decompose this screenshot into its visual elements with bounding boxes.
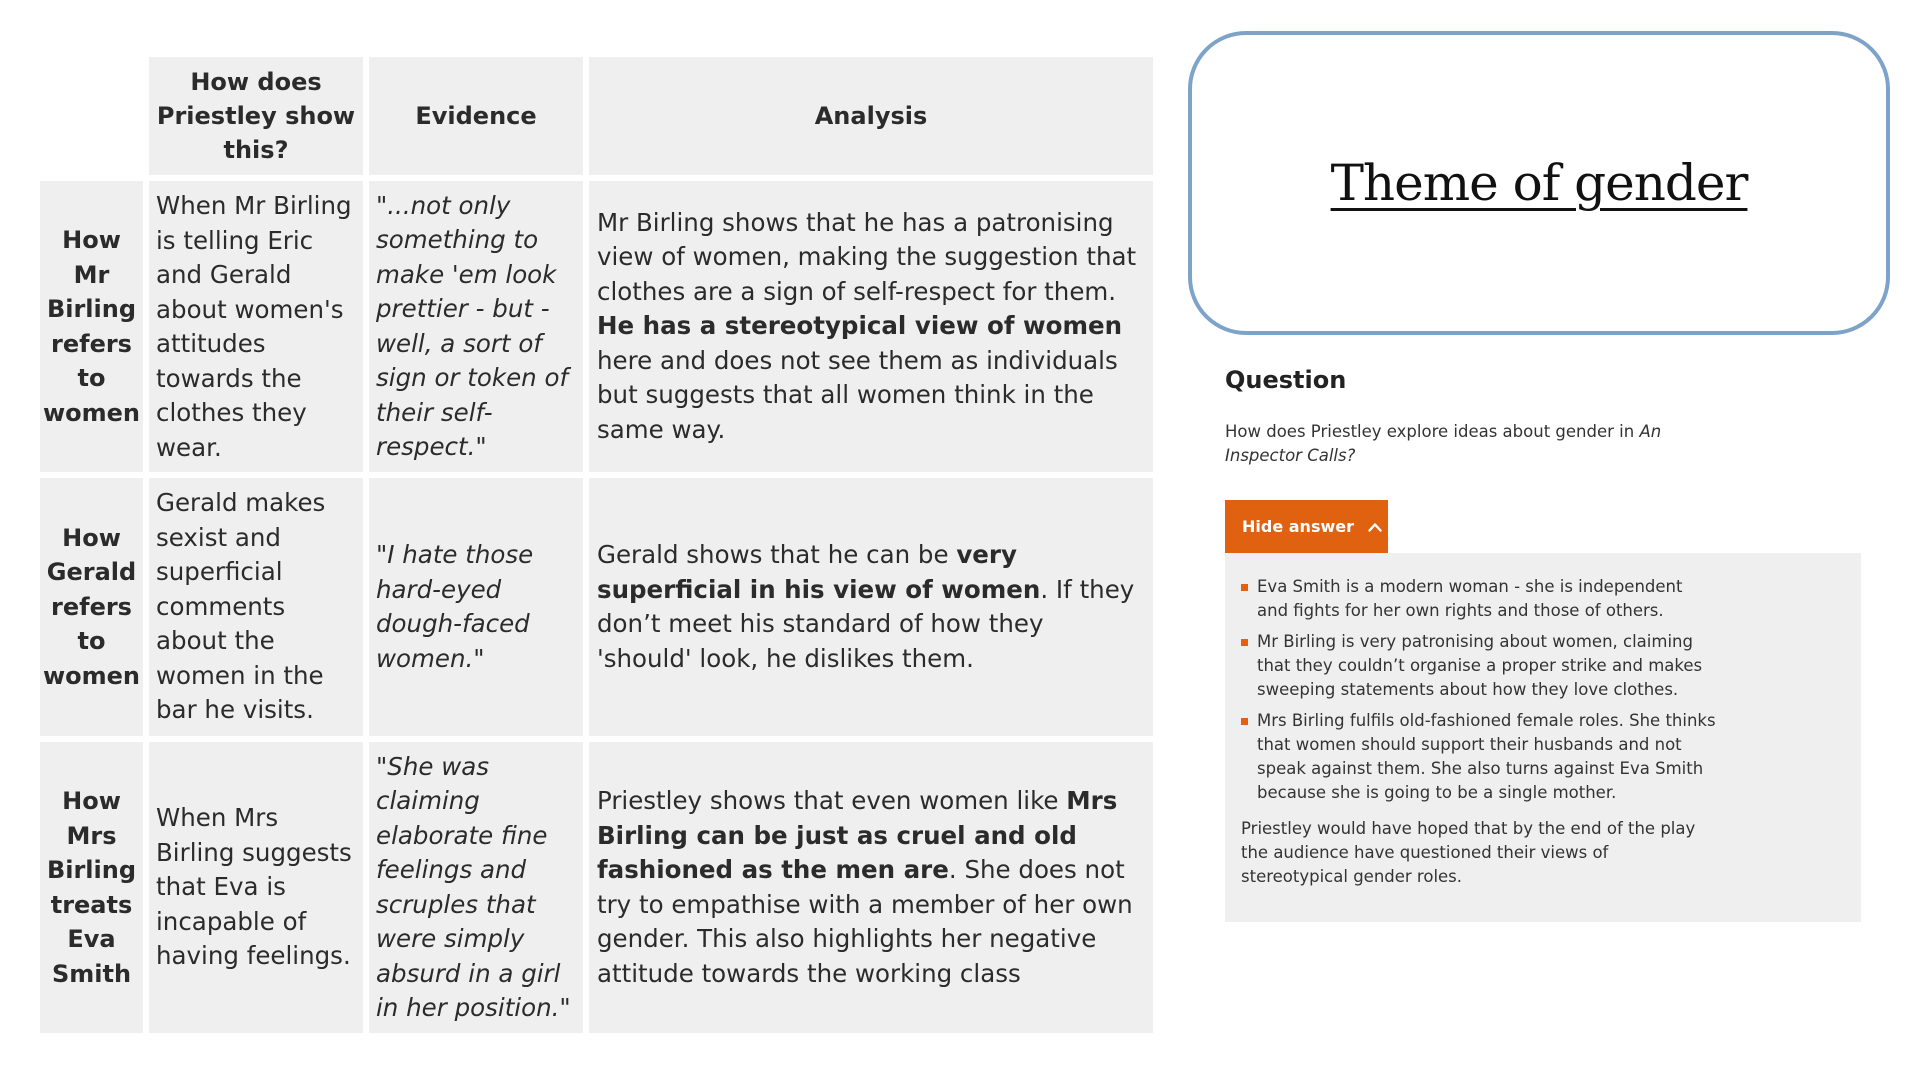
how-cell-mrs-birling: When Mrs Birling suggests that Eva is incapable of having feelings. (149, 742, 363, 1033)
question-text (1225, 420, 1695, 468)
answer-text: Eva Smith is a modern woman - she is independent and fights for her own rights and those of others. (1257, 577, 1683, 620)
play-title: An Inspector Calls? (1225, 422, 1662, 465)
header-analysis: Analysis (589, 57, 1153, 175)
analysis-cell-gerald (589, 478, 1153, 736)
analysis-emphasis: He has a stereotypical view of women (597, 311, 1123, 341)
table-corner (40, 57, 143, 175)
bullet-icon (1241, 639, 1248, 646)
analysis-cell-mr-birling (589, 181, 1153, 472)
answer-panel (1225, 553, 1861, 922)
evidence-cell-gerald: "I hate those hard-eyed dough-faced women." (369, 478, 583, 736)
header-evidence: Evidence (369, 57, 583, 175)
slide-title: Theme of gender (1330, 154, 1748, 212)
how-cell-gerald: Gerald makes sexist and superficial comments about the women in the bar he visits. (149, 478, 363, 736)
answer-item (1241, 709, 1717, 805)
hide-answer-label: Hide answer (1242, 517, 1354, 536)
row-label-gerald: How Gerald refers to women (40, 478, 143, 736)
answer-item (1241, 630, 1717, 702)
evidence-cell-mr-birling: "...not only something to make 'em look prettier - but - well, a sort of sign or token of their self-respect." (369, 181, 583, 472)
how-cell-mr-birling: When Mr Birling is telling Eric and Gerald about women's attitudes towards the clothes they wear. (149, 181, 363, 472)
hide-answer-button[interactable] (1225, 500, 1388, 553)
analysis-emphasis: Mrs Birling can be just as cruel and old fashioned as the men are (597, 786, 1118, 884)
analysis-text: Gerald shows that he can be (597, 540, 957, 569)
question-text-prefix: How does Priestley explore ideas about gender in (1225, 422, 1640, 441)
analysis-text: . If they don’t meet his standard of how they 'should' look, he dislikes them. (597, 574, 1135, 673)
answer-list (1241, 575, 1845, 805)
bullet-icon (1241, 584, 1248, 591)
answer-item (1241, 575, 1717, 623)
row-label-mrs-birling: How Mrs Birling treats Eva Smith (40, 742, 143, 1033)
answer-text: Mr Birling is very patronising about women, claiming that they couldn’t organise a proper strike and makes sweeping statements about how they love clothes. (1257, 632, 1703, 699)
analysis-text: here and does not see them as individuals but suggests that all women think in the same way. (597, 345, 1118, 444)
analysis-text: . She does not try to empathise with a member of her own gender. This also highlights her negative attitude towards the working class (597, 855, 1133, 988)
header-how: How does Priestley show this? (149, 57, 363, 175)
chevron-up-icon (1368, 517, 1382, 536)
analysis-text: Mr Birling shows that he has a patronising view of women, making the suggestion that clothes are a sign of self-respect for them. (597, 207, 1137, 306)
analysis-table (40, 57, 1153, 1033)
analysis-emphasis: very superficial in his view of women (597, 540, 1041, 604)
answer-conclusion: Priestley would have hoped that by the end of the play the audience have questioned their views of stereotypical gender roles. (1241, 819, 1696, 886)
bullet-icon (1241, 718, 1248, 725)
question-heading: Question (1225, 366, 1347, 394)
analysis-text: Priestley shows that even women like (597, 786, 1067, 815)
analysis-cell-mrs-birling (589, 742, 1153, 1033)
row-label-mr-birling: How Mr Birling refers to women (40, 181, 143, 472)
title-card (1188, 31, 1890, 335)
answer-text: Mrs Birling fulfils old-fashioned female roles. She thinks that women should support their husbands and not speak against them. She also turns against Eva Smith because she is going to be a single mother. (1257, 711, 1716, 802)
evidence-cell-mrs-birling: "She was claiming elaborate fine feelings and scruples that were simply absurd in a girl in her position." (369, 742, 583, 1033)
